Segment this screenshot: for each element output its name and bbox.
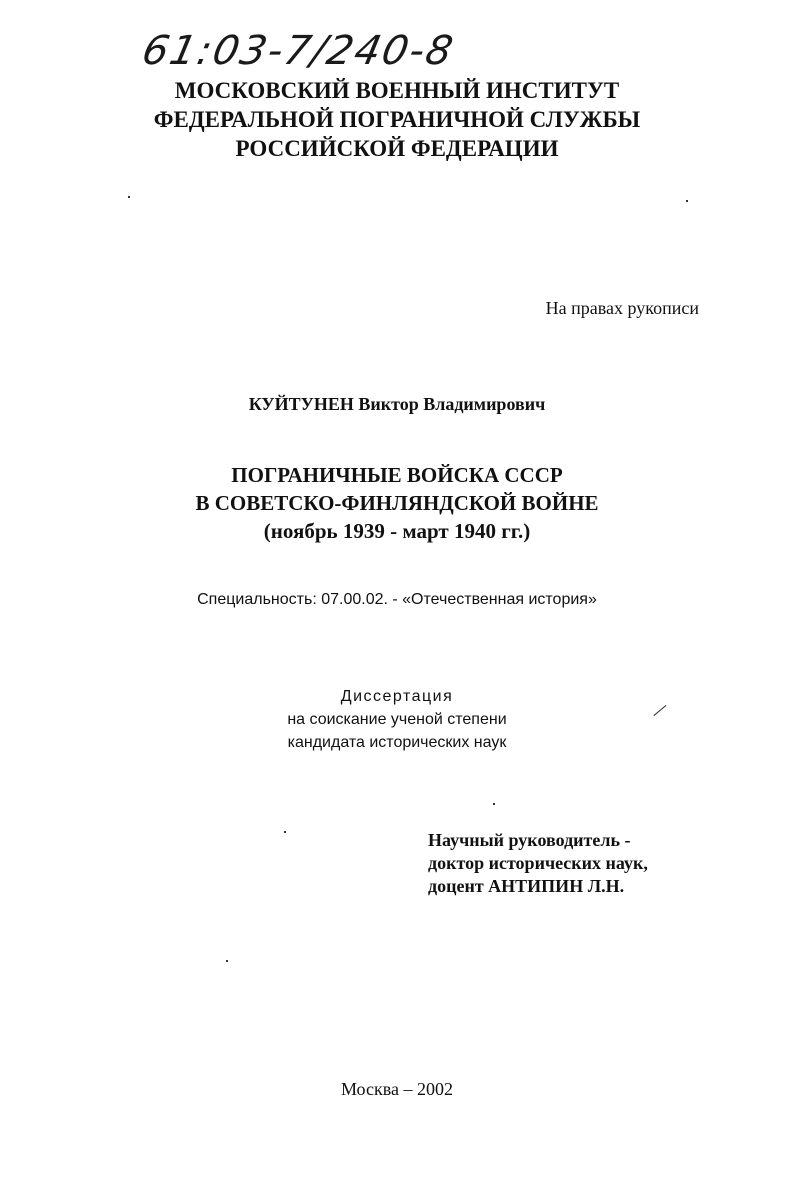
institute-header [0,76,794,163]
dissertation-title [0,461,794,545]
institute-line-3: РОССИЙСКОЙ ФЕДЕРАЦИИ [235,136,559,161]
advisor-line-2: доктор исторических наук, [428,853,648,873]
author-name: КУЙТУНЕН Виктор Владимирович [248,394,546,414]
scan-dot [686,200,688,202]
handwritten-code-text: 61:03-7/240-8 [138,26,460,74]
specialty: Специальность: 07.00.02. - «Отечественная история» [197,591,597,608]
title-line-3: (ноябрь 1939 - март 1940 гг.) [263,519,531,543]
institute-line-1: МОСКОВСКИЙ ВОЕННЫЙ ИНСТИТУТ [174,78,620,103]
city-year: Москва – 2002 [341,1079,453,1099]
scan-dot [226,960,228,962]
dissertation-block [0,685,794,754]
scan-dot [493,803,495,805]
scientific-advisor [428,829,648,898]
scan-dot [128,196,130,198]
dissertation-purpose: на соискание ученой степени [287,711,507,728]
institute-line-2: ФЕДЕРАЛЬНОЙ ПОГРАНИЧНОЙ СЛУЖБЫ [153,107,641,132]
manuscript-note: На правах рукописи [545,298,699,318]
title-line-1: ПОГРАНИЧНЫЕ ВОЙСКА СССР [231,463,563,487]
advisor-line-1: Научный руководитель - [428,830,631,850]
dissertation-degree: кандидата исторических наук [287,734,507,751]
advisor-line-3: доцент АНТИПИН Л.Н. [428,876,625,896]
handwritten-archive-code [138,18,570,78]
dissertation-kind: Диссертация [340,688,454,705]
scan-dot [284,831,286,833]
title-line-2: В СОВЕТСКО-ФИНЛЯНДСКОЙ ВОЙНЕ [195,491,599,515]
